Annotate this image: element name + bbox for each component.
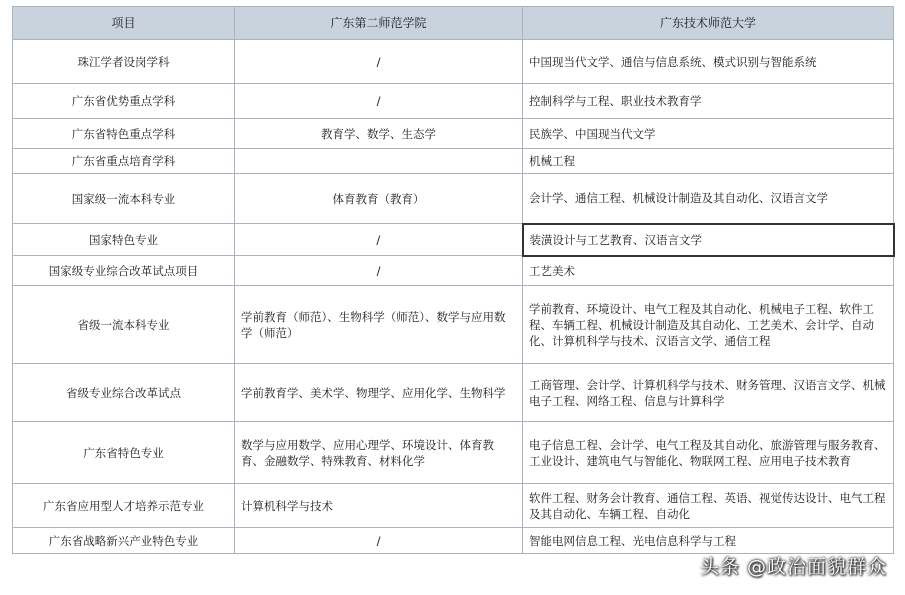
row-item: 广东省重点培育学科: [13, 149, 235, 174]
table-row: [13, 149, 894, 174]
row-gdpt: 控制科学与工程、职业技术教育学: [523, 84, 894, 119]
table-row: [13, 224, 894, 256]
row-item: 省级专业综合改革试点: [13, 364, 235, 422]
source-watermark: 头条 @政治面貌群众: [699, 556, 887, 578]
row-gd2: 学前教育学、美术学、物理学、应用化学、生物科学: [235, 364, 523, 422]
header-item: 项目: [13, 7, 235, 40]
table-row: [13, 119, 894, 149]
table-row: [13, 484, 894, 528]
row-gdpt: 工商管理、会计学、计算机科学与技术、财务管理、汉语言文学、机械电子工程、网络工程、信息与计算科学: [523, 364, 894, 422]
row-gd2: /: [235, 528, 523, 554]
row-item: 国家级专业综合改革试点项目: [13, 256, 235, 286]
table-row: [13, 256, 894, 286]
header-gd2: 广东第二师范学院: [235, 7, 523, 40]
row-gd2: 学前教育（师范）、生物科学（师范）、数学与应用数学（师范）: [235, 286, 523, 364]
row-item: 珠江学者设岗学科: [13, 40, 235, 84]
row-gd2: /: [235, 256, 523, 286]
row-gdpt: 智能电网信息工程、光电信息科学与工程: [523, 528, 894, 554]
row-gdpt: 机械工程: [523, 149, 894, 174]
row-item: 国家特色专业: [13, 224, 235, 256]
row-gd2: 体育教育（教育）: [235, 174, 523, 224]
table-row: [13, 364, 894, 422]
row-gd2: [235, 149, 523, 174]
comparison-table: [12, 6, 895, 554]
table-row: [13, 286, 894, 364]
row-item: 广东省特色重点学科: [13, 119, 235, 149]
row-gd2: 计算机科学与技术: [235, 484, 523, 528]
row-gd2: 教育学、数学、生态学: [235, 119, 523, 149]
table-row: [13, 422, 894, 484]
row-gdpt: 工艺美术: [523, 256, 894, 286]
table-header-row: [13, 7, 894, 40]
row-item: 广东省特色专业: [13, 422, 235, 484]
row-gdpt: 会计学、通信工程、机械设计制造及其自动化、汉语言文学: [523, 174, 894, 224]
row-gd2: /: [235, 40, 523, 84]
row-item: 广东省优势重点学科: [13, 84, 235, 119]
table-row: [13, 174, 894, 224]
row-gdpt: 装潢设计与工艺教育、汉语言文学: [523, 224, 894, 256]
row-gd2: /: [235, 84, 523, 119]
row-gdpt: 软件工程、财务会计教育、通信工程、英语、视觉传达设计、电气工程及其自动化、车辆工程、自动化: [523, 484, 894, 528]
row-gdpt: 电子信息工程、会计学、电气工程及其自动化、旅游管理与服务教育、工业设计、建筑电气与智能化、物联网工程、应用电子技术教育: [523, 422, 894, 484]
row-gdpt: 民族学、中国现当代文学: [523, 119, 894, 149]
table-row: [13, 528, 894, 554]
row-gdpt: 中国现当代文学、通信与信息系统、模式识别与智能系统: [523, 40, 894, 84]
row-item: 广东省应用型人才培养示范专业: [13, 484, 235, 528]
row-item: 国家级一流本科专业: [13, 174, 235, 224]
row-item: 省级一流本科专业: [13, 286, 235, 364]
header-gdpt: 广东技术师范大学: [523, 7, 894, 40]
row-gd2: 数学与应用数学、应用心理学、环境设计、体育教育、金融数学、特殊教育、材料化学: [235, 422, 523, 484]
row-gdpt: 学前教育、环境设计、电气工程及其自动化、机械电子工程、软件工程、车辆工程、机械设计制造及其自动化、工艺美术、会计学、自动化、计算机科学与技术、汉语言文学、通信工程: [523, 286, 894, 364]
table-row: [13, 84, 894, 119]
table-row: [13, 40, 894, 84]
row-item: 广东省战略新兴产业特色专业: [13, 528, 235, 554]
row-gd2: /: [235, 224, 523, 256]
